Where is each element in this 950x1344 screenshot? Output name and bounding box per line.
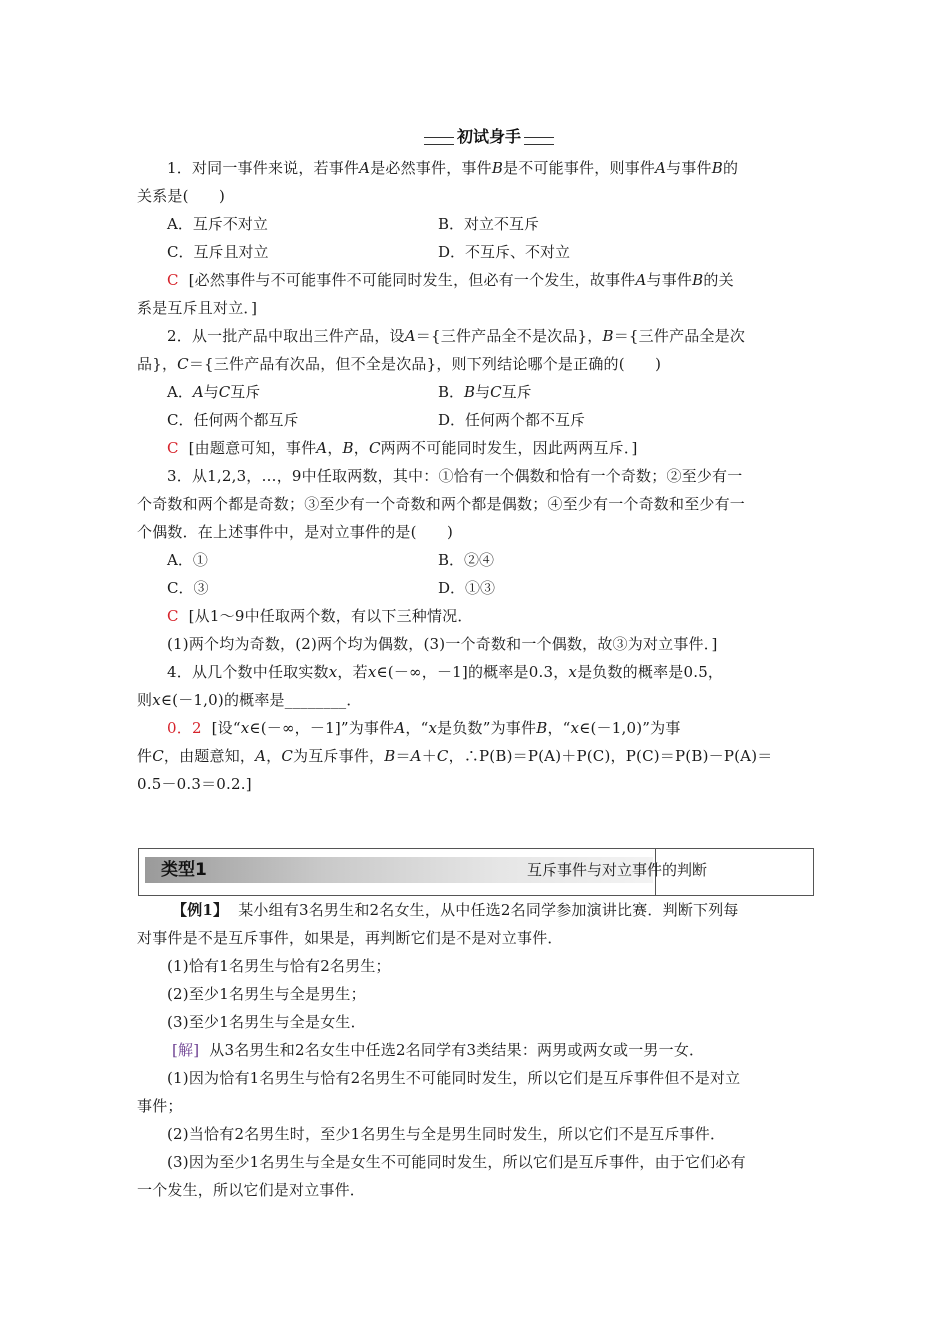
q3-answer: C	[167, 607, 179, 625]
q2-answer: C	[167, 439, 179, 457]
type-box	[138, 848, 814, 896]
example-item-1: (1)恰有1名男生与恰有2名男生；	[167, 957, 391, 975]
q1-stem-line1: 1．对同一事件来说，若事件A是必然事件，事件B是不可能事件，则事件A与事件B的	[167, 159, 739, 177]
q2-option-c: C．任何两个都互斥	[167, 411, 299, 429]
solution-intro: [解] 从3名男生和2名女生中任选2名同学有3类结果：两男或两女或一男一女．	[172, 1041, 705, 1059]
example-item-2: (2)至少1名男生与全是男生；	[167, 985, 366, 1003]
q1-option-d: D．不互斥、不对立	[438, 243, 571, 261]
solution-2: (2)当恰有2名男生时，至少1名男生与全是男生同时发生，所以它们不是互斥事件．	[167, 1125, 726, 1143]
example-item-3: (3)至少1名男生与全是女生．	[167, 1013, 366, 1031]
q2-option-a: A．A与C互斥	[167, 383, 261, 401]
q4-explanation-line2: 件C，由题意知，A，C为互斥事件，B＝A＋C，∴P(B)＝P(A)＋P(C)，P(C)＝P(B)－P(A)＝	[137, 747, 773, 765]
q3-option-a: A．①	[167, 551, 208, 569]
example-stem-line1: 【例1】 某小组有3名男生和2名女生，从中任选2名同学参加演讲比赛．判断下列每	[172, 901, 739, 919]
example-tag: 【例1】	[172, 901, 229, 919]
solution-1-line2: 事件；	[137, 1097, 183, 1115]
q2-stem-line1: 2．从一批产品中取出三件产品，设A＝{三件产品全不是次品}，B＝{三件产品全是次	[167, 327, 746, 345]
solution-3-line2: 一个发生，所以它们是对立事件．	[137, 1181, 366, 1199]
q2-option-d: D．任何两个都不互斥	[438, 411, 586, 429]
solution-tag: [解]	[172, 1041, 200, 1059]
section-title: 初试身手	[456, 127, 521, 146]
solution-1-line1: (1)因为恰有1名男生与恰有2名男生不可能同时发生，所以它们是互斥事件但不是对立	[167, 1069, 741, 1087]
q3-explanation-line1: C [从1～9中任取两个数，有以下三种情况．	[167, 607, 473, 625]
q4-explanation-line1: 0．2 [设“x∈(－∞，－1]”为事件A，“x是负数”为事件B，“x∈(－1,0)”为事	[167, 719, 681, 737]
q1-stem-line2: 关系是( )	[137, 187, 226, 205]
q4-stem-line1: 4．从几个数中任取实数x，若x∈(－∞，－1]的概率是0.3，x是负数的概率是0.5，	[167, 663, 724, 681]
header-bar-right	[524, 137, 554, 145]
q1-option-b: B．对立不互斥	[438, 215, 540, 233]
q3-option-c: C．③	[167, 579, 209, 597]
example-stem-line2: 对事件是不是互斥事件，如果是，再判断它们是不是对立事件．	[137, 929, 563, 947]
type-label: 类型1	[161, 860, 207, 880]
q3-explanation-line2: (1)两个均为奇数，(2)两个均为偶数，(3)一个奇数和一个偶数，故③为对立事件．]	[167, 635, 718, 653]
q2-explanation: C [由题意可知，事件A，B，C两两不可能同时发生，因此两两互斥．]	[167, 439, 638, 457]
q1-option-c: C．互斥且对立	[167, 243, 269, 261]
solution-3-line1: (3)因为至少1名男生与全是女生不可能同时发生，所以它们是互斥事件，由于它们必有	[167, 1153, 746, 1171]
q4-explanation-line3: 0.5－0.3＝0.2.]	[137, 775, 252, 793]
q4-answer: 0．2	[167, 719, 202, 737]
q3-stem-line3: 个偶数．在上述事件中，是对立事件的是( )	[137, 523, 454, 541]
q3-stem-line2: 个奇数和两个都是奇数；③至少有一个奇数和两个都是偶数；④至少有一个奇数和至少有一	[137, 495, 746, 513]
q1-answer: C	[167, 271, 179, 289]
q2-stem-line2: 品}，C＝{三件产品有次品，但不全是次品}，则下列结论哪个是正确的( )	[137, 355, 662, 373]
q3-stem-line1: 3．从1,2,3，…，9中任取两数，其中：①恰有一个偶数和恰有一个奇数；②至少有一	[167, 467, 743, 485]
q1-explanation-line2: 系是互斥且对立．]	[137, 299, 258, 317]
q3-option-b: B．②④	[438, 551, 495, 569]
q3-option-d: D．①③	[438, 579, 496, 597]
q2-option-b: B．B与C互斥	[438, 383, 532, 401]
q1-explanation-line1: C [必然事件与不可能事件不可能同时发生，但必有一个发生，故事件A与事件B的关	[167, 271, 734, 289]
q4-stem-line2: 则x∈(－1,0)的概率是________．	[137, 691, 362, 709]
q1-option-a: A．互斥不对立	[167, 215, 268, 233]
section-header	[424, 125, 554, 149]
header-bar-left	[424, 137, 454, 145]
type-title: 互斥事件与对立事件的判断	[527, 861, 708, 879]
